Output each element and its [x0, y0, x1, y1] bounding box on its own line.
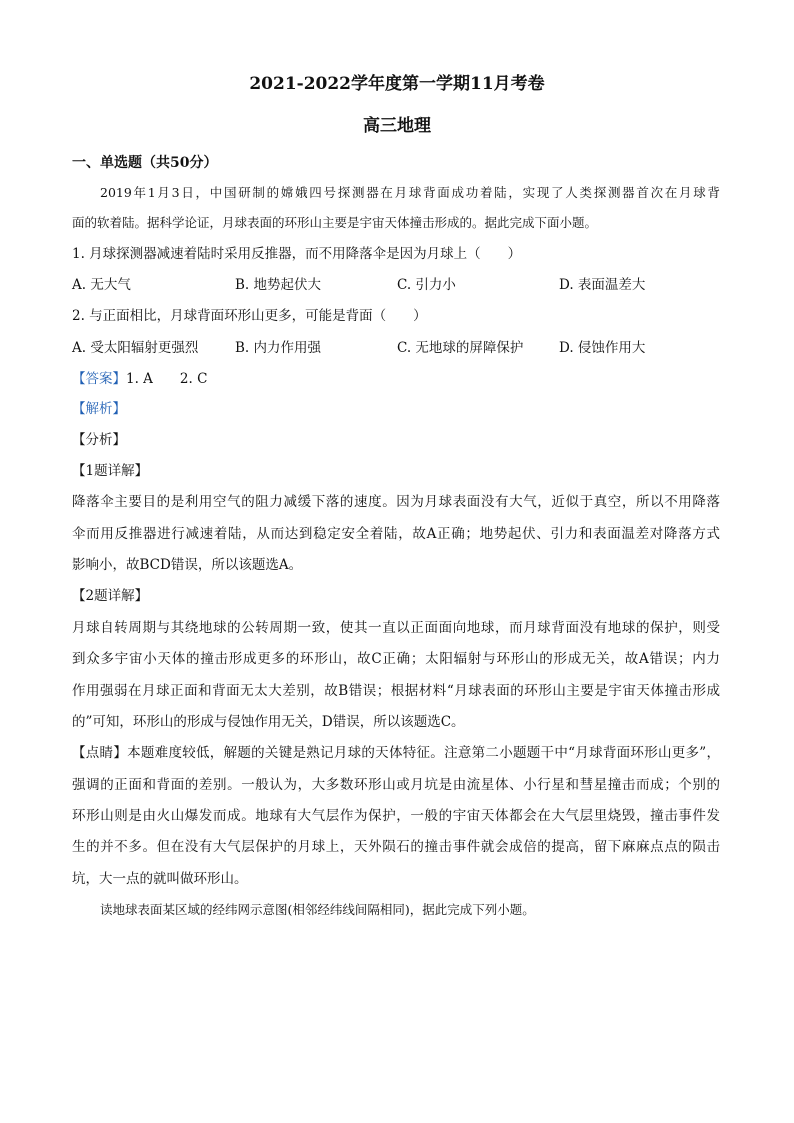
dianjing-line: 坑，大一点的就叫做环形山。	[72, 871, 248, 887]
section-heading: 一、单选题（共50分）	[72, 155, 218, 171]
group-2-material: 读地球表面某区域的经纬网示意图(相邻经纬线间隔相同)，据此完成下列小题。	[100, 902, 535, 917]
exam-title: 2021-2022学年度第一学期11月考卷	[249, 74, 545, 94]
dianjing-line: 本题难度较低，解题的关键是熟记月球的天体特征。注意第二小题题干中“月球背面环形山更多”，	[127, 745, 720, 761]
dianjing-row	[72, 743, 720, 763]
dianjing-line: 强调的正面和背面的差别。一般认为，大多数环形山或月坑是由流星体、小行星和彗星撞击而成；个别的	[72, 777, 720, 793]
fenxi-tag: 【分析】	[72, 432, 126, 448]
answer-row	[72, 369, 207, 389]
analysis-tag: 【解析】	[72, 401, 126, 417]
answer-tag: 【答案】	[72, 371, 126, 387]
question-2-option-d: D. 侵蚀作用大	[559, 340, 646, 356]
question-1-option-b: B. 地势起伏大	[235, 277, 322, 293]
material-paragraph-line: 2019年1月3日，中国研制的嫦娥四号探测器在月球背面成功着陆，实现了人类探测器首次在月球背	[100, 185, 720, 200]
detail-1-line: 伞而用反推器进行减速着陆，从而达到稳定安全着陆，故A正确；地势起伏、引力和表面温差对降落方式	[72, 526, 720, 542]
question-1-option-d: D. 表面温差大	[559, 277, 646, 293]
material-paragraph-line: 面的软着陆。据科学论证，月球表面的环形山主要是宇宙天体撞击形成的。据此完成下面小题。	[72, 215, 598, 230]
detail-2-tag: 【2题详解】	[72, 588, 149, 604]
detail-1-line: 影响小，故BCD错误，所以该题选A。	[72, 557, 303, 573]
dianjing-tag: 【点睛】	[72, 745, 128, 761]
question-2-option-b: B. 内力作用强	[235, 340, 322, 356]
question-2-stem: 2. 与正面相比，月球背面环形山更多，可能是背面（ ）	[72, 308, 427, 324]
dianjing-line: 环形山则是由火山爆发而成。地球有大气层作为保护，一般的宇宙天体都会在大气层里烧毁，撞击事件发	[72, 808, 720, 824]
detail-2-line: 月球自转周期与其绕地球的公转周期一致，使其一直以正面面向地球，而月球背面没有地球的保护，则受	[72, 620, 720, 636]
dianjing-line: 生的并不多。但在没有大气层保护的月球上，天外陨石的撞击事件就会成倍的提高，留下麻麻点点的陨击	[72, 839, 720, 855]
detail-2-line: 到众多宇宙小天体的撞击形成更多的环形山，故C正确；太阳辐射与环形山的形成无关，故A错误；内力	[72, 651, 720, 667]
detail-2-line: 作用强弱在月球正面和背面无太大差别，故B错误；根据材料“月球表面的环形山主要是宇宙天体撞击形成	[72, 683, 720, 699]
answer-text: 1. A 2. C	[126, 371, 208, 387]
question-1-option-c: C. 引力小	[397, 277, 456, 293]
question-1-option-a: A. 无大气	[72, 277, 131, 293]
detail-1-tag: 【1题详解】	[72, 463, 149, 479]
exam-subject: 高三地理	[363, 116, 431, 136]
detail-2-line: 的”可知，环形山的形成与侵蚀作用无关，D错误，所以该题选C。	[72, 714, 465, 730]
question-1-stem: 1. 月球探测器减速着陆时采用反推器，而不用降落伞是因为月球上（ ）	[72, 246, 522, 262]
detail-1-line: 降落伞主要目的是利用空气的阻力减缓下落的速度。因为月球表面没有大气，近似于真空，所以不用降落	[72, 494, 720, 510]
question-2-option-c: C. 无地球的屏障保护	[397, 340, 524, 356]
question-2-option-a: A. 受太阳辐射更强烈	[72, 340, 199, 356]
